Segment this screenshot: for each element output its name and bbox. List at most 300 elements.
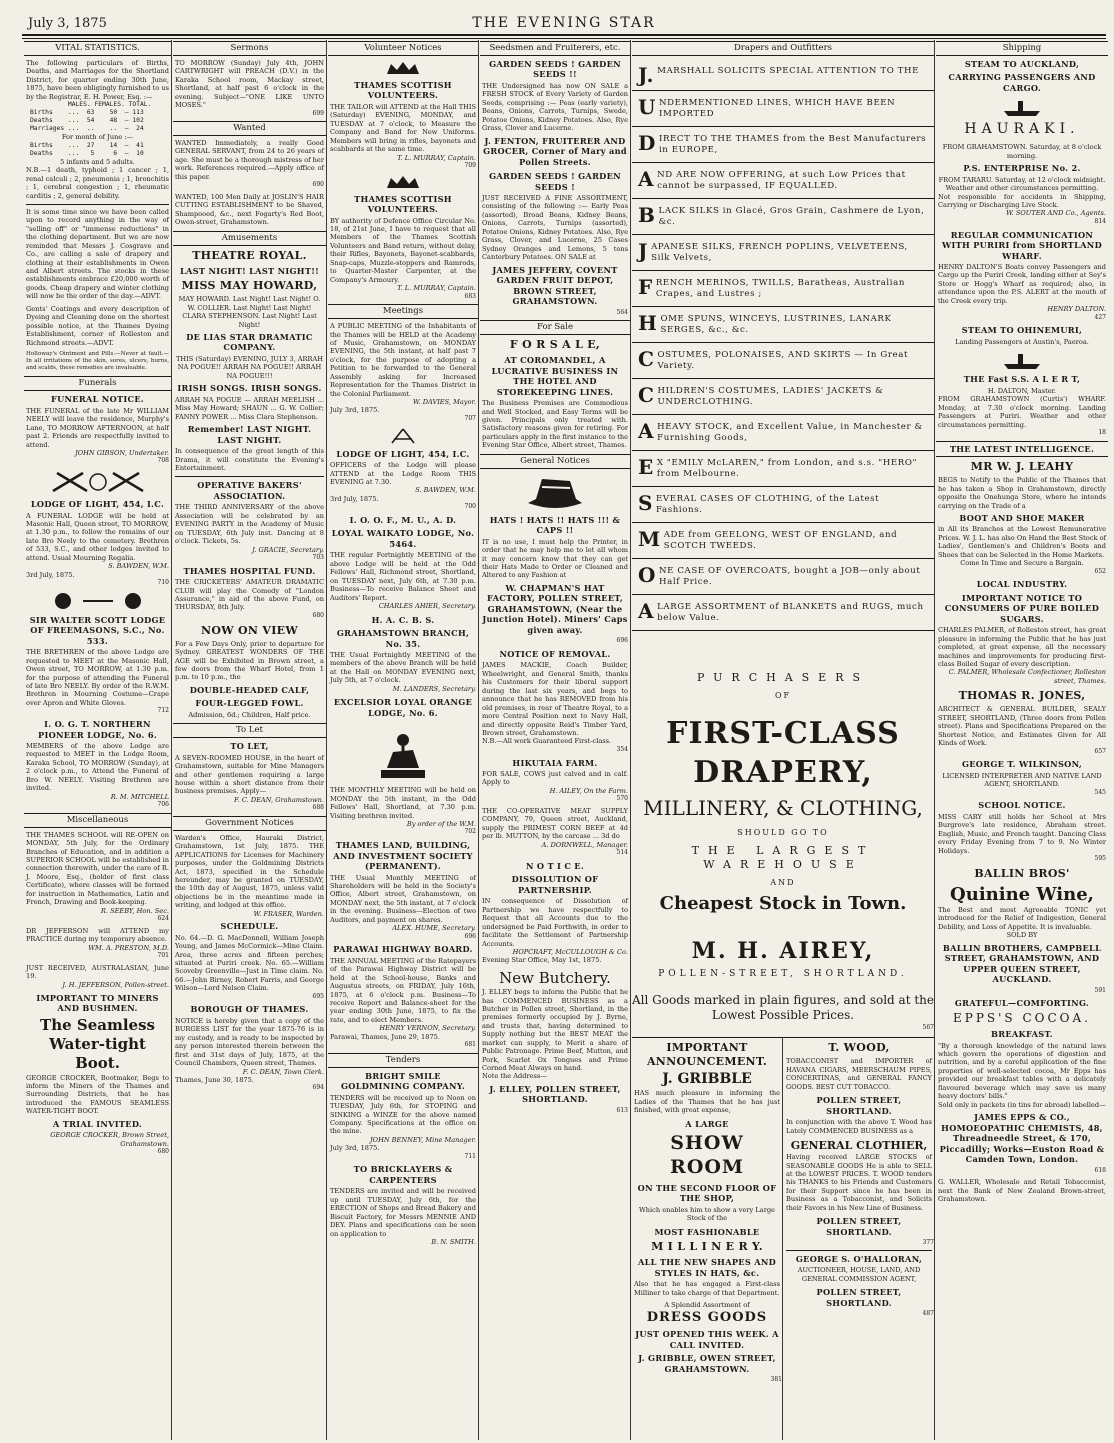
ad-number: 710 [157,579,169,587]
volunteers-rifles-notice [330,194,476,301]
ad-body: SOLD BY [1006,931,1038,940]
ad-body: TOBACCONIST and IMPORTER of HAVANA CIGARS, MEERSCHAUM PIPES, CONCERTINAS, and GENERAL FANCY GOODS. BEST CUT TOBACCO. [786,1057,932,1091]
ad-signature: POLLEN STREET, SHORTLAND. [816,1216,902,1237]
meat-supply-ad [482,807,628,857]
ad-number: 683 [464,292,476,300]
ad-subtitle: A LARGE [685,1118,729,1129]
drapery-line-text: NDERMENTIONED LINES, WHICH HAVE BEEN IMPORTED [659,97,896,119]
seamless-boot-ad [26,993,169,1156]
school-notice-ad [938,800,1106,862]
bakers-association-ad [175,480,324,561]
drapery-line [632,91,934,127]
ad-body: TENDERS are invited and will be received up until TUESDAY, July 6th, for the ERECTION of Shops and Bread Bakery and Biscuit Factory, for Messrs MENNIE AND DEY. Plans and specifications can be seen on application to [330,1187,476,1238]
ad-title: MR W. J. LEAHY [970,460,1074,474]
ad-body: IT is no use, I must help the Printer, in order that he may help me to let all whom it may concern know that they can get their Hats Made to Order or Cleaned and Altered to any Fashion at [482,537,628,580]
ad-body: NOTICE is hereby given that a copy of the BURGESS LIST for the year 1875-76 is in my custody, and is ready to be inspected by any person interested therein between the first and 31st days of July, 1875, at the Council Chambers, Queen street, Thames. [175,1016,324,1068]
section-heading-drapers: Drapers and Outfitters [632,41,934,56]
holloway-paragraph: Holloway's Ointment and Pills.—Never at fault.—In all irritations of the skin, sores, ulcers, burns, and scalds, these remedies are invaluable. [26,350,169,372]
column-4 [480,40,631,1440]
drop-capital: S [638,490,654,515]
ad-body: JUST RECEIVED, AUSTRALASIAN, June 19. [26,963,169,981]
ad-body: JUST RECEIVED A FINE ASSORTMENT, consisting of the following :— Early Peas (assorted), Broad Beans, Kidney Beans, Onions, Carrots, Turnips (assorted), Potatoe Onions, Kidney Potatoes. Also, Rye Grass, Clover, and Lucerne, 25 Cases Sydney Oranges and Lemons, 5 tons Canterbury Potatoes. ON SALE at [482,194,628,262]
ad-number: 652 [1094,567,1106,575]
ad-signature: JOHN BENNEY, Mine Manager. [370,1135,476,1144]
ad-body: WANTED Immediately, a really Good GENERAL SERVANT, from 24 to 26 years of age. She must be a thorough mistress of her work. References required.—Apply office of this paper. [175,139,324,181]
drapery-paragraph: It is some time since we have been called upon to record anything in the way of "selling off" or "immense reductions" in the clothing department. But we are now reminded that Messrs J. Cosgrave and Co., are calling a sale of drapery and clothing at their establishments in Owen and Albert streets. The stocks in these establishments embrace £20,000 worth of goods. Cheap drapery and winter clothing will now be the order of the day.—ADVT. [26,207,169,301]
ad-title: GEORGE S. O'HALLORAN, [795,1253,923,1264]
ad-number: 487 [922,1310,934,1318]
drapery-line [632,415,934,451]
ad-title: NOW ON VIEW [200,623,298,637]
ad-title: HIKUTAIA FARM. [512,757,598,768]
ad-body: THE Usual Monthly MEETING of Shareholders will be held in the Society's Office, Albert street, Grahamstown, on MONDAY next, the 5th instant, at 7 o'clock in the evening. Business—Election of two Auditors, and payment on shares. [330,873,476,924]
ad-number: 680 [157,1148,169,1156]
ad-title: LODGE OF LIGHT, 454, I.C. [336,448,470,459]
drop-capital: B [638,202,656,227]
ad-body: A FUNERAL LODGE will be held at Masonic Hall, Queen street, TO MORROW, at 1.30 p.m., to follow the remains of our late Bro Neely to the cemetery. Brethren of 533, S.C., and other lodges invited to attend. Usual Mourning Regalia. [26,511,170,562]
drop-capital: E [638,454,654,479]
ad-body: OFFICERS of the Lodge will please ATTEND at the Lodge Room THIS EVENING at 7.30. [330,461,476,486]
ad-signature: HENRY DALTON. [1047,305,1106,314]
ad-signature: H. AILEY, On the Farm. [549,786,628,795]
ad-body: FROM GRAHAMSTOWN (Curtis') WHARF. Monday, at 7.30 o'clock morning. Landing Passengers at Puriri. Weather and other circumstances permitting. [938,395,1106,429]
ad-body: In conjunction with the above T. Wood has Lately COMMENCED BUSINESS as a [786,1118,932,1135]
ad-title: I. O. G. T. NORTHERN PIONEER LODGE, No. 6. [37,719,157,740]
drop-capital: H [638,310,658,335]
stats-row: Deaths ... 54 48 — 102 [30,117,144,125]
marshall-lines [632,59,934,631]
ad-body: For a Few Days Only, prior to departure for Sydney. GREATEST WONDERS OF THE AGE will be Exhibited in Brown street, a few doors from the Wharf Hotel, from 1 p.m. to 10 p.m., the [175,639,324,682]
ad-headline: FIRST-CLASS DRAPERY, [666,716,900,790]
ad-headline: GENERAL CLOTHIER, [790,1138,928,1152]
ad-number: 377 [922,1239,934,1247]
ballin-quinine-ad [938,867,1106,995]
ad-body: BY authority of Defence Office Circular No. 18, of 21st June, I have to request that all Members of the Thames Scottish Volunteers and Band return, without delay, their Rifles, Bayonets, Bayonet-scabbards, Snap-caps, Muzzle-stoppers and Ramrods, to Quarter-Master Carpenter, at the Company's Armoury. [330,216,476,284]
ad-title: STEAM TO OHINEMURI, [961,325,1083,336]
section-heading-miscellaneous: Miscellaneous [24,813,171,828]
ad-signature: F. C. DEAN, Town Clerk. [242,1067,324,1076]
latest-intelligence-heading: THE LATEST INTELLIGENCE. [936,441,1108,458]
ad-date: July 3rd, 1875. [330,1144,380,1153]
ad-subtitle: OF [774,690,792,700]
section-heading-to-let: To Let [173,723,326,738]
ad-signature: HENRY VERNON, Secretary. [379,1024,476,1033]
highway-board-notice [330,944,476,1049]
ad-number: 545 [1094,788,1106,796]
drop-capital: J. [638,62,655,87]
column-5-drapers [632,40,935,1440]
ad-subtitle: BOOT AND SHOE MAKER [959,512,1085,523]
ad-body: TO MORROW (Sunday) July 4th, JOHN CARTWRIGHT will PREACH (D.V.) in the Karaka School room, Mackay street, Shortland, at half past 6 o'clock in the evening. Subject—"ONE LIKE UNTO MOSES." [175,58,324,110]
ad-subtitle: BREAKFAST. [991,1029,1053,1040]
drapery-line-text: APANESE SILKS, FRENCH POPLINS, VELVETEENS, Silk Velvets, [651,241,908,263]
drapery-line-text: ADE from GEELONG, WEST OF ENGLAND, and SCOTCH TWEEDS. [663,529,898,551]
hikutaia-farm-ad [482,758,628,803]
ad-headline: New Butchery. [499,968,611,987]
ad-subtitle: Landing Passengers at Austin's, Paeroa. [955,337,1089,346]
drapery-line-text: OSTUMES, POLONAISES, AND SKIRTS — In Great Variety. [657,349,909,371]
ad-title: THAMES SCOTTISH VOLUNTEERS. [354,79,452,101]
ad-body: WANTED, 100 Men Daily at JOSLIN'S HAIR CUTTING ESTABLISHMENT to be Shaved, Shampooed, &c., next Fogarty's Red Boot, Owen-street, Grahamstown. [175,192,324,227]
ad-number: 708 [157,457,169,465]
ad-number: 702 [464,828,476,836]
ad-signature: B. N. SMITH. [431,1238,476,1247]
school-notice [26,831,169,923]
hats-ad [482,515,628,645]
ad-headline: Cheapest Stock in Town. [659,893,907,915]
drapery-line-text: NE CASE OF OVERCOATS, bought a JOB—only about Half Price. [659,565,921,587]
drapery-line [632,127,934,163]
section-heading-tenders: Tenders [328,1053,478,1068]
ad-subtitle: Remember! LAST NIGHT. LAST NIGHT. [187,424,312,445]
ad-signature: T. L. MURRAY, Captain. [397,284,476,293]
sermon-notice [175,59,324,117]
ad-title: LOCAL INDUSTRY. [976,579,1068,590]
ad-number: 354 [616,745,628,753]
ad-body: FOR SALE, COWS just calved and in calf. Apply to [482,770,628,787]
ad-subtitle: DISSOLUTION OF PARTNERSHIP. [511,874,599,895]
ad-number: 680 [312,611,324,619]
ad-title: OPERATIVE BAKERS' ASSOCIATION. [197,480,302,501]
steamship-icon [938,97,1106,117]
drop-capital: A [638,166,655,191]
divider [175,476,324,477]
ad-body: THE BRETHREN of the above Lodge are requested to MEET at the Masonic Hall, Owen street, TO MORROW, at 1.30 p.m. for the purpose of attending the Funeral of late Bro NEELY. By order of the R.W.M. Brethren in Mourning Costume—Crape over Apron and White Gloves. [26,648,169,707]
ad-headline: Quinine Wine, [950,883,1094,905]
ad-body: THE Usual Fortnightly MEETING of the members of the above Branch will be held at the Hall on MONDAY EVENING next, July 5th, at 7 o'clock. [330,651,476,685]
ad-title: GRATEFUL—COMFORTING. [954,998,1090,1009]
ad-headline: M I L L I N E R Y. [651,1240,763,1254]
ad-body: in All its Branches at the Lowest Remunerative Prices. W. J. L. has also On Hand the Best Stock of Ladies', Gentlemen's and Children's Boots and Shoes that can be Selected in the Home Markets. [938,525,1106,559]
drapery-line [632,271,934,307]
ad-signature: JOHN GIBSON, Undertaker. [75,449,169,457]
ship-name: THE Fast S.S. A L E R T, [963,374,1081,385]
ad-body: FROM GRAHAMSTOWN. Saturday, at 8 o'clock morning. [942,143,1102,160]
ad-note: Note the Address— [482,1072,547,1081]
ad-body: THE FUNERAL of the late Mr WILLIAM NEELY will leave the residence, Murphy's Lane, TO MORROW AFTERNOON, at half past 2. Friends are respectfully invited to attend. [26,406,169,449]
ad-number: 427 [1094,313,1106,321]
ad-title: BRIGHT SMILE GOLDMINING COMPANY. [341,1070,465,1092]
ad-body: JAMES MACKIE, Coach Builder, Wheelwright, and General Smith, thanks his Customers for their liberal support during the last six years, and begs to announce that he has REMOVED from his old premises, in rear of Theatre Royal, to a more Central Position next to Navy Hall, and directly opposite Reid's Timber Yard, Brown street, Grahamstown. [482,661,628,737]
ad-body: HAS much pleasure in informing the Ladies of the Thames that he has just finished, with great expense, [634,1089,780,1115]
stats-row: Deaths ... 5 6 — 10 [30,149,144,157]
section-heading-shipping: Shipping [936,41,1108,56]
ad-signature: F. C. DEAN, Grahamstown. [234,795,324,804]
bright-smile-tender [330,1071,476,1161]
ad-signature: S. BAWDEN, W.M. [108,562,169,571]
drapery-line-text: MARSHALL SOLICITS SPECIAL ATTENTION TO THE [657,65,919,76]
ad-subtitle: CARRYING PASSENGERS AND CARGO. [948,72,1096,93]
drapery-line [632,59,934,91]
just-received-notice [26,964,169,989]
warden-notice [175,834,324,1001]
drapery-line [632,523,934,559]
ad-number: 706 [157,801,169,809]
ad-title: PARAWAI HIGHWAY BOARD. [333,944,473,955]
wilkinson-ad [938,759,1106,796]
ad-headline: DRESS GOODS [646,1309,768,1325]
bricklayers-tender [330,1164,476,1246]
drapery-line [632,379,934,415]
ad-body: Also that he has engaged a First-class Milliner to take charge of that Department. [634,1280,780,1297]
ad-body: DR JEFFERSON will ATTEND my PRACTICE during my temporary absence. [26,926,169,944]
ad-number: 570 [616,795,628,803]
drapery-line-text: EVERAL CASES OF CLOTHING, of the Latest Fashions. [656,493,880,515]
section-heading-volunteer: Volunteer Notices [328,41,478,56]
ad-number: 618 [1094,1166,1106,1174]
ad-signature: R. SEEBY, Hon. Sec. [100,906,169,915]
column-1 [24,40,172,1440]
ad-body: THE THIRD ANNIVERSARY of the above Association will be celebrated by an EVENING PARTY in the Academy of Music on TUESDAY, 6th July inst. Dancing at 8 o'clock. Tickets, 5s. [175,503,324,546]
ad-number: 695 [312,992,324,1000]
gribble-column [632,1038,783,1440]
ad-body: ARCHITECT & GENERAL BUILDER, SEALY STREET, SHORTLAND, (Three doors from Pollen street). Plans and Specifications Prepared on the Shortest Notice, and Estimates Given for All Kinds of Work. [938,705,1106,748]
ad-signature: S. BAWDEN, W.M. [415,486,476,495]
drop-capital: F [638,274,653,299]
ad-subtitle: A TRIAL INVITED. [52,1118,143,1129]
ad-title: EXCELSIOR LOYAL ORANGE LODGE, No. 6. [333,697,473,718]
masthead-rule [22,34,1106,36]
ad-subtitle: SCHEDULE. [220,921,279,932]
ad-body: THE MONTHLY MEETING will be held on MONDAY the 5th instant, in the Odd Fellows' Hall, Shortland, at 7.30 p.m. Visiting brethren invited. [330,786,476,820]
drapery-line [632,199,934,235]
new-butchery-ad [482,969,628,1115]
drop-capital: U [638,94,657,119]
drapery-line-text: LACK SILKS in Glacé, Gros Grain, Cashmere de Lyon, &c. [658,205,925,227]
fenton-seeds-ad [482,59,628,167]
ad-date: 3rd July, 1875. [330,494,379,503]
lodge-of-light-notice [26,499,169,587]
ad-number: 18 [1098,428,1106,436]
column-6 [936,40,1108,1440]
ad-body: H. DALTON, Master. [987,386,1057,395]
puriri-ad [938,230,1106,322]
wanted-servant-ad [175,139,324,189]
ad-title: THAMES HOSPITAL FUND. [183,565,316,576]
ad-date: July 3rd, 1875. [330,406,380,415]
ad-headline: EPPS'S COCOA. [953,1010,1091,1025]
ad-body: The Business Premises are Commodious and Well Stocked, and Easy Terms will be given. Principals only treated with. Satisfactory reasons given for retiring. For particulars apply in the first instance to the Evening Star Office, Albert street, Thames. [482,399,628,450]
ad-signature: J. H. JEFFERSON, Pollen-street. [62,980,169,989]
drapery-line [632,163,934,199]
ad-subtitle: JUST OPENED THIS WEEK. A CALL INVITED. [635,1329,779,1350]
drapery-line [632,451,934,487]
hacbs-notice [330,615,476,694]
local-industry-ad [938,579,1106,685]
section-heading-for-sale: For Sale [480,320,630,335]
ad-number: 703 [312,554,324,561]
ad-signature: M. LANDERS, Secretary. [392,684,476,693]
iogt-notice [26,719,169,809]
drapery-line-text: LARGE ASSORTMENT of BLANKETS and RUGS, much below Value. [657,601,924,623]
ad-body: Sold only in packets (in tins for abroad) labelled— [938,1100,1106,1109]
ad-body: THE Undersigned has now ON SALE a FRESH STOCK of Every Variety of Garden Seeds, comprising :— Peas (early variety), Beans, Onions, Carrots, Turnips, Swede, Potatoe Onions, Kidney Potatoes. Also, Rye Grass, Clover and Lucerne. [482,81,628,133]
ad-number: 701 [157,951,169,959]
ad-body: A SEVEN-ROOMED HOUSE, in the heart of Grahamstown, suitable for Mine Managers and other gentlemen requiring a large house within a short distance from their business premises. Apply— [175,753,324,796]
ad-title: T. WOOD, [828,1041,890,1055]
ad-title: GARDEN SEEDS ! GARDEN SEEDS ! [489,171,621,192]
scott-lodge-notice [26,615,169,715]
funeral-notice [26,394,169,465]
ad-signature: J. ELLEY, POLLEN STREET, SHORTLAND. [489,1083,621,1105]
drop-capital: C [638,346,655,371]
ad-title: GEORGE T. WILKINSON, [961,759,1083,770]
section-heading-amusements: Amusements [173,231,326,246]
land-society-notice [330,840,476,940]
drapery-line-text: RENCH MERINOS, TWILLS, Baratheas, Australian Crapes, and Lustres ; [655,277,905,299]
theatre-royal-ad [175,249,324,473]
ad-body: BEGS to Notify to the Public of the Thames that he has taken a Shop in Grahamstown, directly opposite the Onehunga Store, where he intends carrying on the Trade of a [938,476,1106,510]
leahy-ad [938,460,1106,575]
ad-signature: J. GRACIE, Secretary. [252,545,324,554]
ad-body: MEMBERS of the above Lodge are requested to MEET in the Lodge Room, Karaka School, TO MORROW (Sunday), at 2 o'clock p.m., to Attend the Funeral of Bro W. NEELY. Visiting Brethren are invited. [26,742,169,793]
drop-capital: M [638,526,661,551]
ad-body: G. WALLER, Wholesale and Retail Tobacconist, next the Bank of New Zealand Brown-street, Grahamstown. [938,1178,1106,1204]
ad-body: "By a thorough knowledge of the natural laws which govern the operations of digestion and nutrition, and by a careful application of the fine properties of well-selected cocoa, Mr Epps has provided our breakfast tables with a delicately flavoured beverage which may save us many heavy doctors' bills." [938,1041,1106,1101]
column-2 [173,40,327,1440]
ad-subtitle: ON THE SECOND FLOOR OF THE SHOP, [637,1182,777,1204]
ad-number: 696 [616,637,628,645]
ad-signature: T. L. MURRAY, Captain. [397,153,476,162]
drapery-line [632,235,934,271]
drapery-line [632,307,934,343]
ad-body: FROM TARARU. Saturday, at 12 o'clock midnight. Weather and other circumstances permitting. [938,175,1106,193]
ad-date: Parawai, Thames, June 29, 1875. [330,1032,440,1041]
ad-body: Admission, 6d.; Children, Half price. [188,710,311,719]
drop-capital: C [638,382,655,407]
horseman-emblem-icon [330,722,476,782]
section-heading-seedsmen: Seedsmen and Fruiterers, etc. [480,41,630,56]
hospital-fund-ad [175,566,324,620]
drop-capital: A [638,598,655,623]
drop-capital: J [638,238,649,263]
ad-subtitle: DE LIAS STAR DRAMATIC COMPANY. [186,331,313,353]
ad-title: THAMES SCOTTISH VOLUNTEERS. [354,193,452,215]
steamship-icon [938,350,1106,370]
ad-signature: BALLIN BROTHERS, CAMPBELL STREET, GRAHAMSTOWN, AND UPPER QUEEN STREET, AUCKLAND. [942,942,1102,985]
ad-title: SIR WALTER SCOTT LODGE OF FREEMASONS, S.C., No. 533. [29,614,166,646]
ad-body: THE THAMES SCHOOL will RE-OPEN on MONDAY, 5th July, for the Ordinary Branches of Education, and in addition a SUPERIOR SCHOOL will be established in connection therewith, under the care of R. J. Moore, Esq., (holder of first class Certificate), where classes will be formed for instruction in Mathematics, Latin and French, Drawing and Book-keeping. [26,830,169,907]
ad-subtitle: GRAHAMSTOWN BRANCH, No. 35. [336,628,470,649]
ad-body: A Splendid Assortment of [664,1301,750,1310]
ad-body: Which enables him to show a very Large Stock of the [639,1205,775,1223]
ad-date: Thames, June 30, 1875. [175,1076,254,1085]
ad-headline: DOUBLE-HEADED CALF, [189,684,310,695]
ad-body: LICENSED INTERPRETER AND NATIVE LAND AGENT, SHORTLAND. [942,771,1102,789]
ad-number: 814 [1094,217,1106,225]
ad-number: 681 [464,1041,476,1049]
section-heading-wanted: Wanted [173,121,326,136]
lodge-of-light-officers-notice [330,449,476,511]
ad-title: HATS ! HATS !! HATS !!! & CAPS !! [489,514,621,536]
wanted-men-ad [175,193,324,227]
ad-body: THE regular Fortnightly MEETING of the above Lodge will be held at the Odd Fellows' Hall, Richmond street, Shortland, on TUESDAY next, July 6th, at 7.30 p.m. Business—To receive Balance Sheet and Auditors' Report. [330,551,476,602]
airey-advertisement [632,671,934,1031]
ad-headline: SHOW ROOM [670,1132,744,1179]
ad-number: 711 [464,1152,476,1160]
drapery-line [632,487,934,523]
ad-title: THAMES LAND, BUILDING, AND INVESTMENT SOCIETY (PERMANENT). [333,840,473,872]
masonic-emblem-icon [24,469,171,495]
ad-number: 567 [922,1023,934,1031]
drop-capital: O [638,562,657,587]
ad-title: TO BRICKLAYERS & CARPENTERS [353,1164,453,1185]
ad-note: Not responsible for accidents in Shipping, Carrying or Discharging Live Stock. [938,192,1106,209]
ad-signature: J. FENTON, FRUITERER AND GROCER, Corner of Mary and Pollen Streets. [483,135,627,167]
divider [26,204,169,205]
ad-subtitle: IRISH SONGS. IRISH SONGS. [177,383,322,394]
section-heading-vital: VITAL STATISTICS. [24,41,171,56]
ad-body: The Best and most Agreeable TONIC yet introduced for the Relief of Indigestion, General Debility, and Loss of Appetite. It is invaluable. [938,905,1106,931]
ad-title: GARDEN SEEDS ! GARDEN SEEDS !! [489,58,621,80]
ship-name: P.S. ENTERPRISE No. 2. [963,163,1081,174]
hat-illustration-icon [480,473,630,511]
ad-address: POLLEN-STREET, SHORTLAND. [658,969,908,980]
drapery-line-text: HEAVY STOCK, and Excellent Value, in Manchester & Furnishing Goods, [657,421,923,443]
ad-note: N.B.—All work Guaranteed First-class. [482,737,612,746]
ad-title: N O T I C E. [526,860,584,871]
removal-notice [482,649,628,754]
ad-signature: W. DAVIES, Mayor. [412,398,476,407]
jeffery-seeds-ad [482,171,628,316]
section-heading-general: General Notices [480,454,630,469]
compass-emblem-icon [328,427,478,445]
ad-signature: CHARLES AHIER, Secretary. [378,602,476,611]
vital-intro: The following particulars of Births, Deaths, and Marriages for the Shortland District, for quarter ending 30th June, 1875, have been obligingly furnished to us by the Registrar, E. H. Power, Esq. :— [26,58,169,101]
ad-title: I. O. O. F., M. U., A. D. [349,514,457,525]
ad-body: In consequence of the great length of this Drama, it will constitute the Evening's Entertainment. [175,447,324,472]
ad-body: Come In Time and Secure a Bargain. [960,559,1084,568]
ad-number: 709 [464,161,476,169]
ad-number: 694 [312,1084,324,1092]
now-on-view-ad [175,624,324,720]
ship-name: HAURAKI. [964,121,1080,138]
ad-subtitle: AND [770,877,796,887]
ohinemuri-ad [938,325,1106,436]
crown-emblem-icon [328,60,478,76]
ad-signature: POLLEN STREET, SHORTLAND. [816,1287,902,1308]
doctor-notice [26,927,169,960]
lower-drapers-area [632,1037,934,1440]
ad-signature: J. GRIBBLE, OWEN STREET, GRAHAMSTOWN. [638,1353,776,1374]
ad-number: 690 [312,181,324,189]
wood-column [784,1038,934,1440]
stats-row: Births ... 63 50 — 113 [30,109,144,117]
section-heading-funerals: Funerals [24,376,171,391]
drapery-line-text: IRECT TO THE THAMES from the Best Manufacturers in EUROPE, [658,133,927,155]
ad-body: THE ANNUAL MEETING of the Ratepayers of the Parawai Highway District will be held at the School-house, Banks and Augustus streets, on FRIDAY, July 16th, 1875, at 6 o'clock p.m. Business—To receive Report and Balance-sheet for the year ending 30th June, 1875, to fix the rate, and to elect Members. [330,956,476,1024]
ad-number: 707 [464,414,476,422]
crown-emblem-icon [328,174,478,190]
coromandel-sale-ad [482,338,628,450]
ad-subtitle: IMPORTANT NOTICE TO CONSUMERS OF PURE BOILED SUGARS. [944,592,1100,624]
drapery-line-text: HILDREN'S COSTUMES, LADIES' JACKETS & UNDERCLOTHING. [657,385,884,407]
ad-number: 700 [464,503,476,511]
column-3 [328,40,479,1440]
drapery-line [632,595,934,631]
ad-signature: W. FRASER, Warden. [253,909,324,918]
ad-subtitle: AT COROMANDEL, A LUCRATIVE BUSINESS IN THE HOTEL AND STOREKEEPING LINES. [491,355,619,397]
ad-signature: ALEX. HUME, Secretary. [392,924,476,933]
ad-body: Warden's Office, Hauraki District, Grahamstown, 1st July, 1875. THE APPLICATIONS for Licenses for Machinery purposes, under the Goldmining Districts Act, 1873, specified in the Schedule hereunder, may be granted on TUESDAY, the 10th day of August, 1875, unless valid objections be in the meantime made in writing, and lodged at this office. [175,833,324,910]
ad-signature: A. DORNWELL, Manager. [541,840,628,849]
ad-title: NOTICE OF REMOVAL. [499,648,611,659]
ad-title: TO LET, [230,741,269,752]
ad-body: MISS CARY still holds her School at Mrs Burgrove's late residence, Abraham street. English, Music, and French taught. Dancing Class every Friday Evening from 7 to 9. No Winter Holidays. [938,812,1106,855]
volunteers-tailor-notice [330,80,476,170]
ad-body: THE CRICKETERS' AMATEUR DRAMATIC CLUB will play the Comedy of "London Assurance," in aid of the above Fund, on THURSDAY, 8th July. [175,578,324,612]
ad-signature: W. SOUTER AND Co., Agents. [1006,209,1106,218]
